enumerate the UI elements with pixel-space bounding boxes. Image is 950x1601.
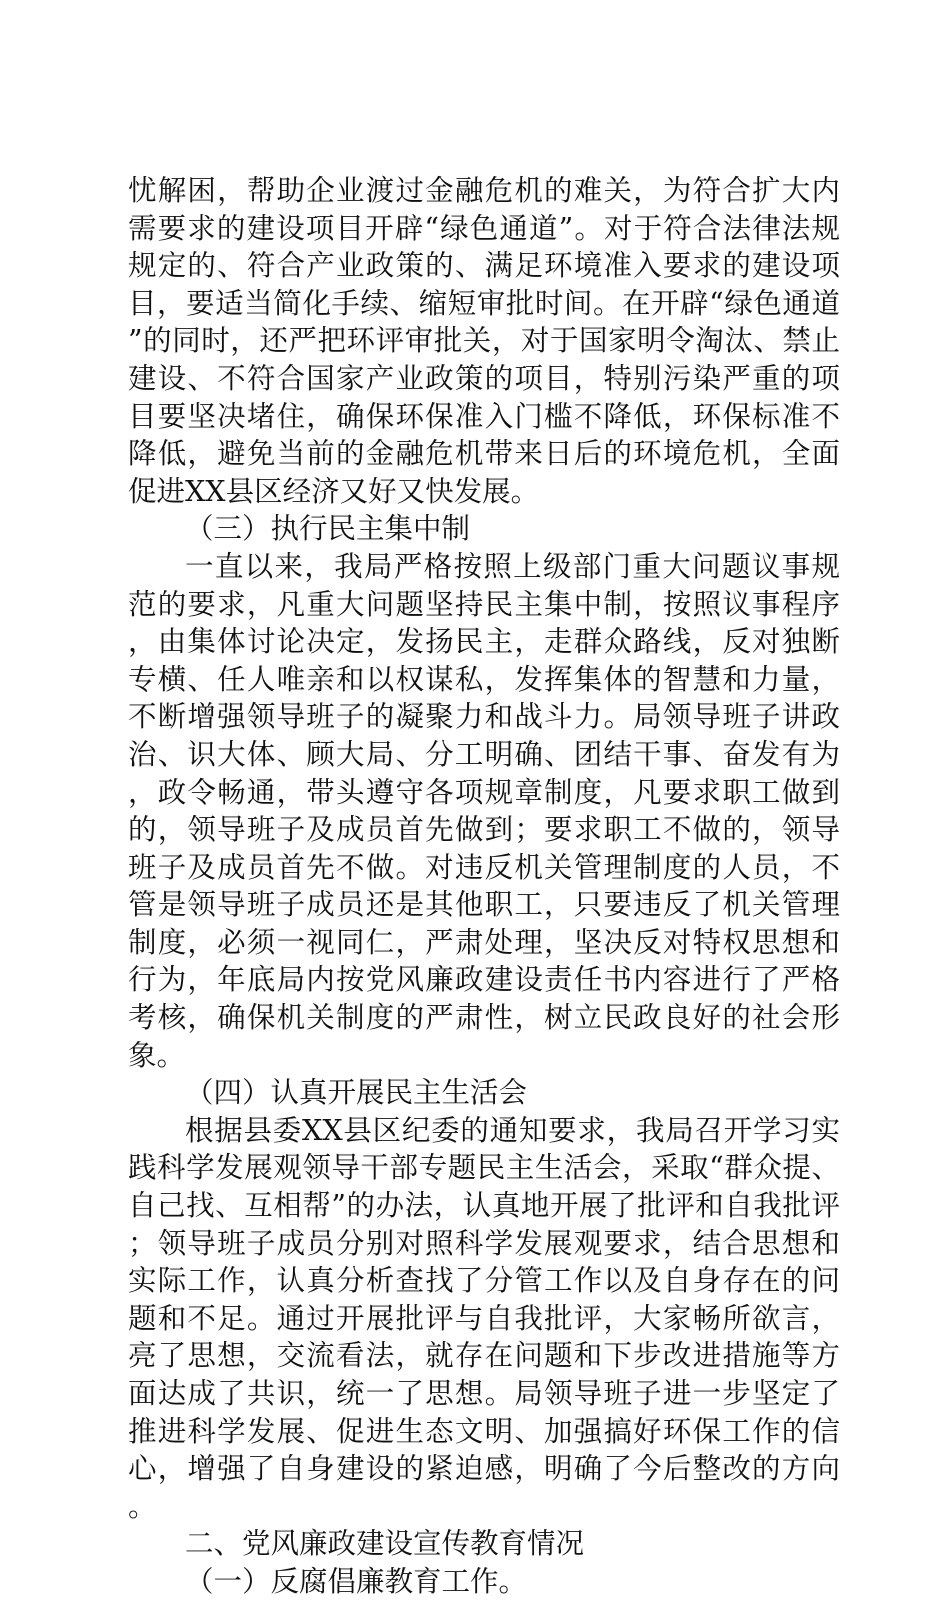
section-heading-2-1: （一）反腐倡廉教育工作。 xyxy=(185,1564,528,1598)
section-heading-2: 二、党风廉政建设宣传教育情况 xyxy=(185,1527,585,1561)
paragraph-democratic-life-meeting: 根据县委XX县区纪委的通知要求，我局召开学习实践科学发展观领导干部专题民主生活会，采取“群众提、自己找、互相帮”的办法，认真地开展了批评和自我批评；领导班子成员分别对照科学发展观要求，结合思想和实际工作，认真分析查找了分管工作以及自身存在的问题和不足。通过开展批评与自我批评，大家畅所欲言，亮了思想，交流看法，就存在问题和下步改进措施等方面达成了共识，统一了思想。局领导班子进一步坚定了推进科学发展、促进生态文明、加强搞好环保工作的信心，增强了自身建设的紧迫感，明确了今后整改的方向。 xyxy=(128,1113,840,1523)
paragraph-democratic-centralism: 一直以来，我局严格按照上级部门重大问题议事规范的要求，凡重大问题坚持民主集中制，按照议事程序，由集体讨论决定，发扬民主，走群众路线，反对独断专横、任人唯亲和以权谋私，发挥集体的智慧和力量，不断增强领导班子的凝聚力和战斗力。局领导班子讲政治、识大体、顾大局、分工明确、团结干事、奋发有为，政令畅通，带头遵守各项规章制度，凡要求职工做到的，领导班子及成员首先做到；要求职工不做的，领导班子及成员首先不做。对违反机关管理制度的人员，不管是领导班子成员还是其他职工，只要违反了机关管理制度，必须一视同仁，严肃处理，坚决反对特权思想和行为，年底局内按党风廉政建设责任书内容进行了严格考核，确保机关制度的严肃性，树立民政良好的社会形象。 xyxy=(128,549,840,1072)
section-heading-3: （三）执行民主集中制 xyxy=(185,512,471,546)
section-heading-4: （四）认真开展民主生活会 xyxy=(185,1076,528,1110)
paragraph-continued: 忧解困，帮助企业渡过金融危机的难关，为符合扩大内需要求的建设项目开辟“绿色通道”。对于符合法律法规规定的、符合产业政策的、满足环境准入要求的建设项目，要适当简化手续、缩短审批时间。在开辟“绿色通道”的同时，还严把环评审批关，对于国家明令淘汰、禁止建设、不符合国家产业政策的项目，特别污染严重的项目要坚决堵住，确保环保准入门槛不降低，环保标准不降低，避免当前的金融危机带来日后的环境危机，全面促进XX县区经济又好又快发展。 xyxy=(128,174,840,508)
document-body xyxy=(128,172,840,1601)
